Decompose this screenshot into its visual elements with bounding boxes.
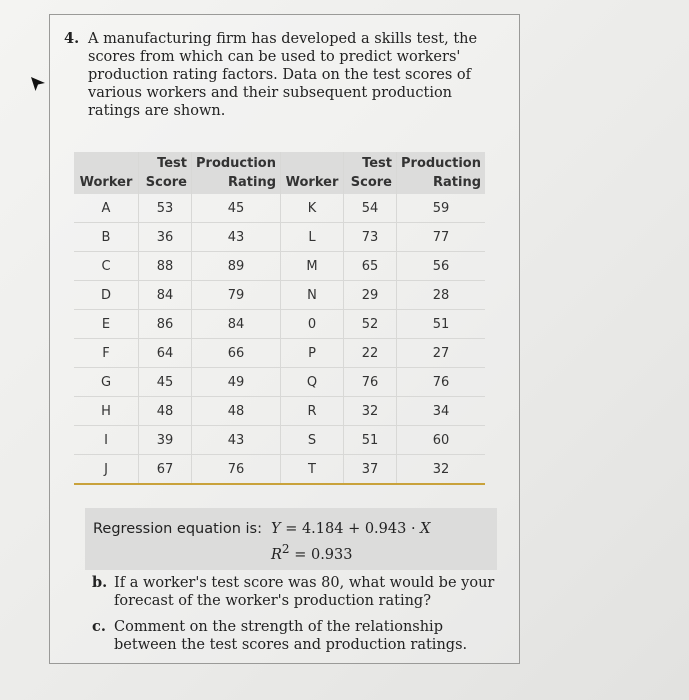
score-cell: 29 (344, 281, 397, 310)
rating-cell: 60 (397, 426, 486, 455)
worker-cell: P (281, 339, 344, 368)
score-cell: 32 (344, 397, 397, 426)
question-c-letter: c. (92, 618, 106, 635)
score-cell: 22 (344, 339, 397, 368)
table-row (74, 397, 485, 426)
problem-text: A manufacturing firm has developed a skills test, the scores from which can be used to predict workers' production rating factors. Data on the test scores of various workers and their subsequent production ratings are shown. (88, 31, 478, 119)
mouse-pointer-icon (30, 76, 46, 92)
r-exponent: 2 (281, 542, 290, 556)
score-cell: 67 (139, 455, 192, 485)
rating-cell: 59 (397, 194, 486, 223)
equation-rhs: = 4.184 + 0.943 · (285, 521, 416, 537)
worker-cell: H (74, 397, 139, 426)
worker-cell: G (74, 368, 139, 397)
table-row (74, 455, 485, 485)
rating-cell: 27 (397, 339, 486, 368)
r-squared (271, 542, 353, 563)
score-cell: 84 (139, 281, 192, 310)
score-cell: 48 (139, 397, 192, 426)
worker-cell: N (281, 281, 344, 310)
rating-cell: 32 (397, 455, 486, 485)
question-b-letter: b. (92, 574, 108, 591)
score-cell: 73 (344, 223, 397, 252)
rating-cell: 79 (192, 281, 281, 310)
rating-cell: 43 (192, 223, 281, 252)
worker-cell: J (74, 455, 139, 485)
rating-cell: 76 (192, 455, 281, 485)
rating-cell: 28 (397, 281, 486, 310)
score-cell: 45 (139, 368, 192, 397)
score-cell: 64 (139, 339, 192, 368)
question-b (92, 574, 502, 610)
score-cell: 54 (344, 194, 397, 223)
table-header-row (74, 152, 485, 194)
worker-cell: E (74, 310, 139, 339)
problem-statement (64, 30, 494, 120)
worker-cell: 0 (281, 310, 344, 339)
regression-equation (271, 521, 431, 537)
r-squared-value: = 0.933 (294, 546, 353, 563)
rating-cell: 77 (397, 223, 486, 252)
score-cell: 36 (139, 223, 192, 252)
header-rating-1: Production Rating (192, 152, 281, 194)
worker-cell: M (281, 252, 344, 281)
table-row (74, 252, 485, 281)
score-cell: 52 (344, 310, 397, 339)
worker-cell: D (74, 281, 139, 310)
score-cell: 51 (344, 426, 397, 455)
data-table (74, 152, 485, 485)
question-c-text: Comment on the strength of the relationship between the test scores and production ratings. (114, 619, 468, 653)
header-rating-2: Production Rating (397, 152, 486, 194)
score-cell: 86 (139, 310, 192, 339)
table-row (74, 426, 485, 455)
worker-cell: C (74, 252, 139, 281)
worker-cell: F (74, 339, 139, 368)
rating-cell: 34 (397, 397, 486, 426)
header-score-1: Test Score (139, 152, 192, 194)
rating-cell: 89 (192, 252, 281, 281)
table-row (74, 194, 485, 223)
rating-cell: 84 (192, 310, 281, 339)
header-worker-2: Worker (281, 152, 344, 194)
table-row (74, 310, 485, 339)
score-cell: 39 (139, 426, 192, 455)
rating-cell: 48 (192, 397, 281, 426)
problem-number: 4. (64, 30, 80, 47)
worker-cell: R (281, 397, 344, 426)
table-row (74, 339, 485, 368)
regression-label: Regression equation is: (93, 521, 262, 537)
rating-cell: 56 (397, 252, 486, 281)
rating-cell: 43 (192, 426, 281, 455)
table-row (74, 281, 485, 310)
worker-cell: Q (281, 368, 344, 397)
rating-cell: 51 (397, 310, 486, 339)
worker-cell: S (281, 426, 344, 455)
regression-box (85, 508, 497, 570)
worker-cell: K (281, 194, 344, 223)
r-variable: R (271, 546, 282, 563)
worker-cell: L (281, 223, 344, 252)
rating-cell: 49 (192, 368, 281, 397)
rating-cell: 45 (192, 194, 281, 223)
score-cell: 53 (139, 194, 192, 223)
worker-cell: B (74, 223, 139, 252)
rating-cell: 76 (397, 368, 486, 397)
score-cell: 65 (344, 252, 397, 281)
score-cell: 76 (344, 368, 397, 397)
question-c (92, 618, 502, 654)
worker-cell: I (74, 426, 139, 455)
score-cell: 88 (139, 252, 192, 281)
table-row (74, 223, 485, 252)
header-score-2: Test Score (344, 152, 397, 194)
y-variable: Y (271, 521, 281, 537)
header-worker-1: Worker (79, 175, 133, 190)
score-cell: 37 (344, 455, 397, 485)
worker-cell: T (281, 455, 344, 485)
worker-cell: A (74, 194, 139, 223)
rating-cell: 66 (192, 339, 281, 368)
question-b-text: If a worker's test score was 80, what would be your forecast of the worker's production rating? (114, 575, 495, 609)
x-variable: X (420, 521, 431, 537)
table-row (74, 368, 485, 397)
